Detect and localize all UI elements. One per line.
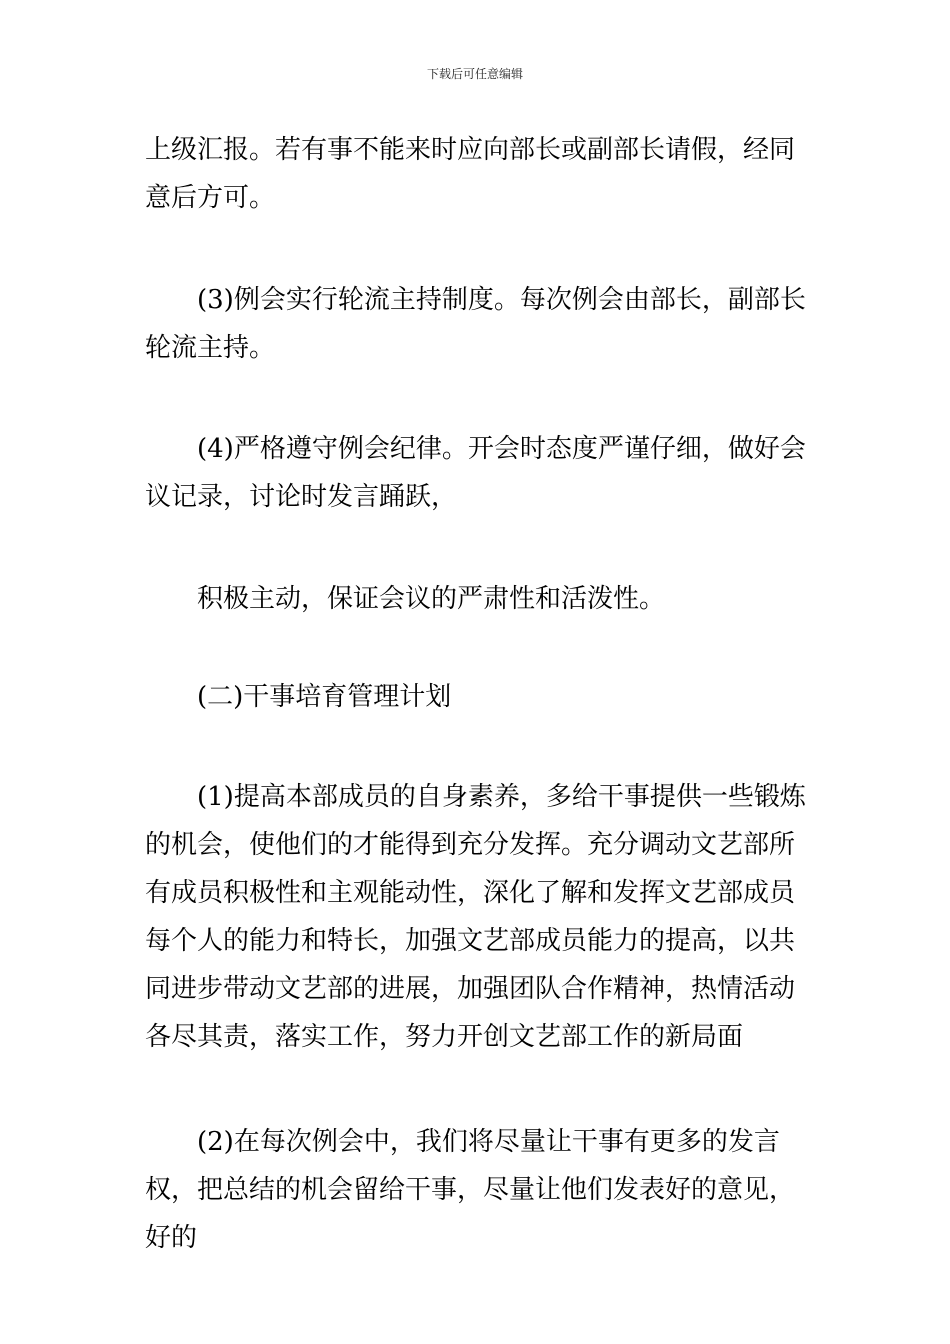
- paragraph-meeting-speech: (2)在每次例会中，我们将尽量让干事有更多的发言权，把总结的机会留给干事，尽量让他们发表好的意见，好的: [145, 1127, 796, 1253]
- paragraph-meeting-discipline: (4)严格遵守例会纪律。开会时态度严谨仔细，做好会议记录，讨论时发言踊跃，: [145, 434, 806, 512]
- section-heading-staff-plan: (二)干事培育管理计划: [197, 682, 452, 712]
- paragraph-improve-members: (1)提高本部成员的自身素养，多给干事提供一些锻炼的机会，使他们的才能得到充分发挥。充分调动文艺部所有成员积极性和主观能动性，深化了解和发挥文艺部成员每个人的能力和特长，加强文艺部成员能力的提高，以共同进步带动文艺部的进展，加强团队合作精神，热情活动各尽其责，落实工作，努力开创文艺部工作的新局面: [145, 782, 806, 1052]
- page-header: 下载后可任意编辑: [426, 67, 523, 81]
- paragraph-meeting-host: (3)例会实行轮流主持制度。每次例会由部长，副部长轮流主持。: [145, 285, 806, 363]
- paragraph-report-leave: 上级汇报。若有事不能来时应向部长或副部长请假，经同意后方可。: [145, 135, 796, 213]
- paragraph-active: 积极主动，保证会议的严肃性和活泼性。: [197, 584, 666, 614]
